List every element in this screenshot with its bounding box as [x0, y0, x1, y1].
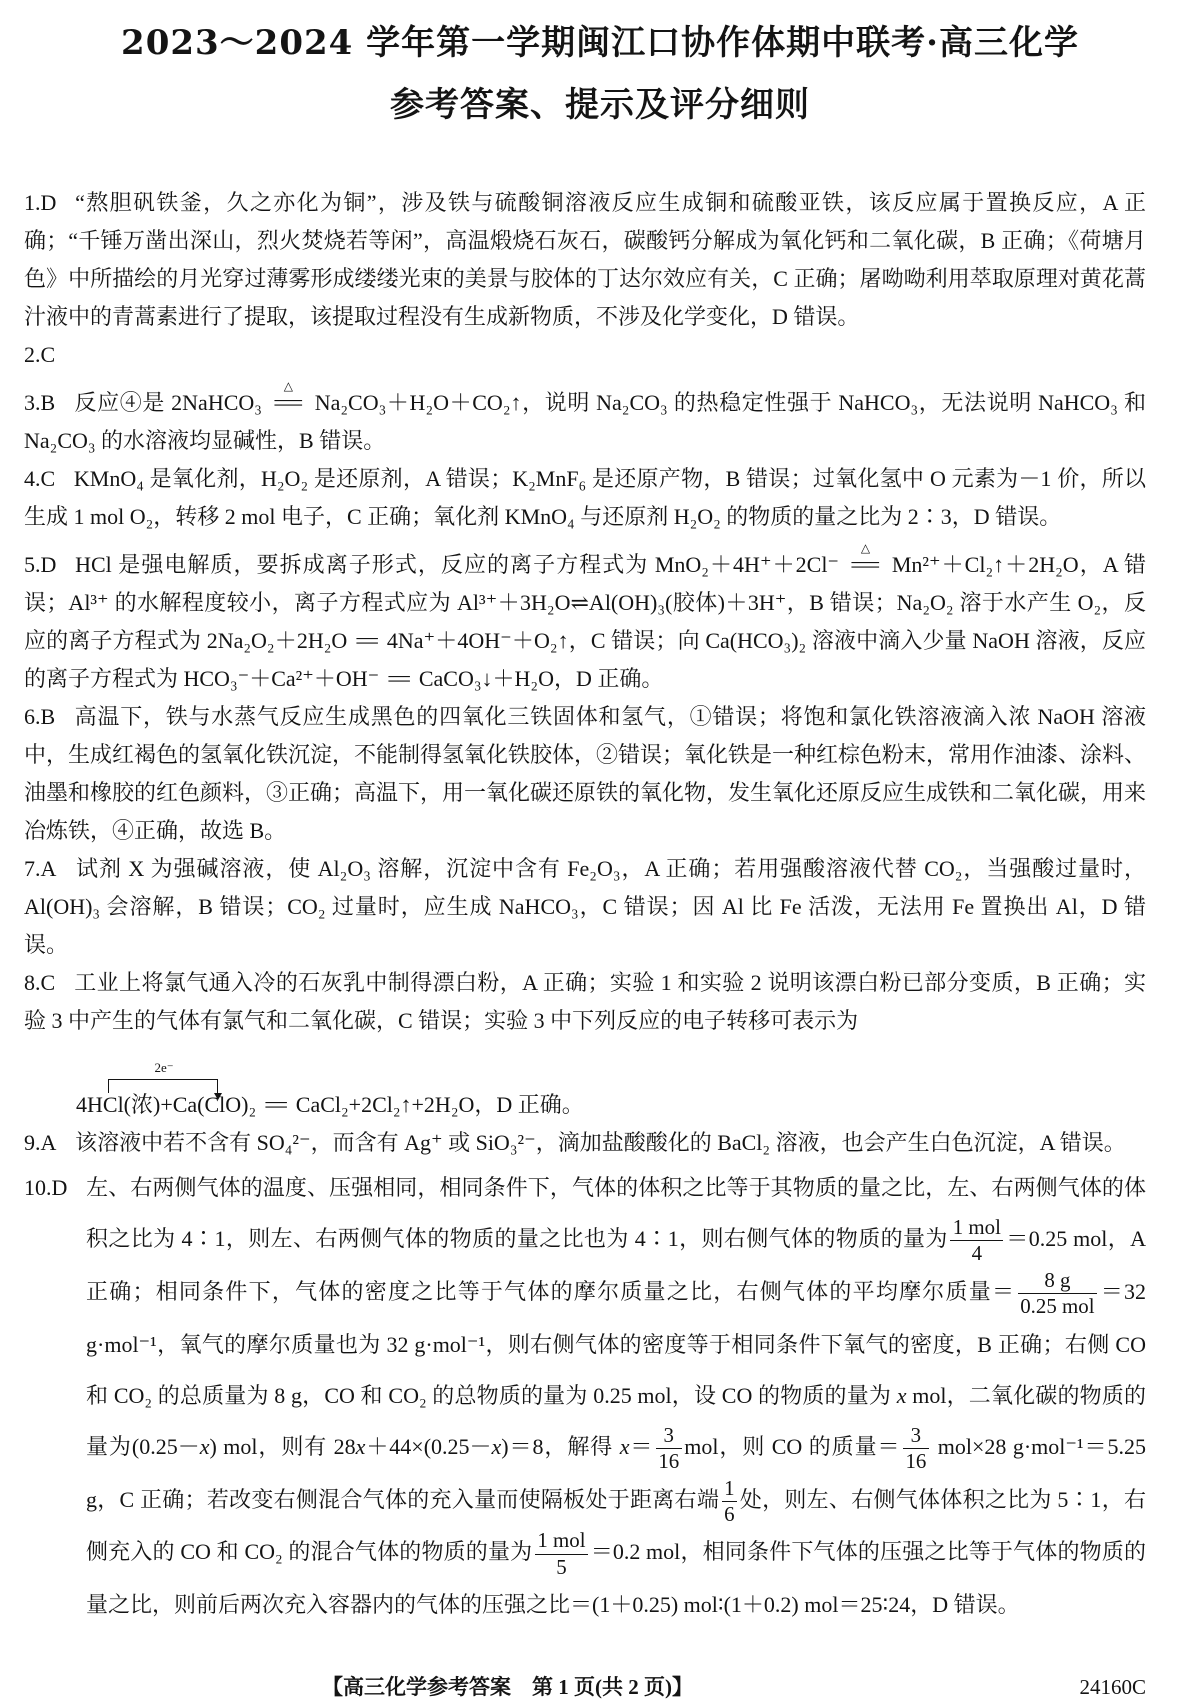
text-run: “熬胆矾铁釜，久之亦化为铜”，涉及铁与硫酸铜溶液反应生成铜和硫酸亚铁，该反应属于置换反应，A 正确；“千锤万凿出深山，烈火焚烧若等闲”，高温煅烧石灰石，碳酸钙分解成为氧化钙和二氧化碳，B 正确；《荷塘月色》中所描绘的月光穿过薄雾形成缕缕光束的美景与胶体的丁达尔效应有关，C 正确；屠呦呦利用萃取原理对黄花蒿汁液中的青蒿素进行了提取，该提取过程没有生成新物质，不涉及化学变化，D 错误。 [24, 190, 1146, 329]
fraction-denominator: 0.25 mol [1020, 1294, 1095, 1319]
answer-item [24, 184, 1146, 336]
answer-label: 10.D [24, 1175, 68, 1200]
text-run: CaCO₃↓＋H₂O，D 正确。 [418, 666, 664, 691]
text-run: mol，则 CO 的质量＝ [684, 1433, 901, 1459]
text-run: mol，二氧化碳的物质的量为(0.25－ [86, 1382, 1146, 1459]
text-run: KMnO₄ 是氧化剂，H₂O₂ 是还原剂，A 错误；K₂MnF₆ 是还原产物，B 错误；过氧化氢中 O 元素为－1 价，所以生成 1 mol O₂，转移 2 mol 电子，C 正确；氧化剂 KMnO₄ 与还原剂 H₂O₂ 的物质的量之比为 2∶3，D 错误。 [24, 466, 1146, 529]
footer-document-code: 24160C [1079, 1675, 1146, 1699]
electron-transfer-bracket [108, 1079, 217, 1093]
equals-bar: = [386, 666, 413, 691]
equals-bar: = [271, 390, 306, 415]
answer-item [24, 536, 1146, 698]
fraction [656, 1424, 682, 1474]
text-run: ＋44×(0.25－ [365, 1433, 492, 1459]
heating-condition-triangle: △ [283, 379, 293, 393]
answer-item [24, 336, 1146, 374]
fraction-numerator: 3 [656, 1424, 682, 1449]
fraction-numerator: 8 g [1018, 1269, 1097, 1294]
fraction-denominator: 16 [658, 1449, 680, 1474]
document-title: 2023～2024 学年第一学期闽江口协作体期中联考·高三化学 [121, 23, 1079, 63]
fraction-numerator: 1 mol [950, 1216, 1003, 1241]
reaction-equals-sign [263, 379, 314, 415]
electron-transfer-text: Cl(浓)+Ca(Cl [102, 1092, 226, 1117]
fraction-numerator: 1 [722, 1477, 737, 1502]
reaction-equals-sign [380, 668, 417, 690]
text-run: ＝ [629, 1433, 654, 1459]
text-run: 4H [76, 1092, 103, 1117]
variable-x: x [491, 1433, 502, 1459]
answer-label: 8.C [24, 970, 56, 995]
footer-page-label: 【高三化学参考答案 第 1 页(共 2 页)】 [322, 1675, 693, 1699]
fraction-denominator: 16 [905, 1449, 927, 1474]
answer-label: 2.C [24, 342, 56, 367]
text-run: 该溶液中若不含有 SO₄²⁻，而含有 Ag⁺ 或 SiO₃²⁻，滴加盐酸酸化的 BaCl₂ 溶液，也会产生白色沉淀，A 错误。 [75, 1130, 1126, 1155]
text-run: HCl 是强电解质，要拆成离子形式，反应的离子方程式为 MnO₂＋4H⁺＋2Cl⁻ [75, 552, 840, 577]
fraction [950, 1216, 1003, 1266]
equals-bar: = [262, 1092, 290, 1117]
answer-item [24, 964, 1146, 1040]
answer-label: 5.D [24, 552, 57, 577]
fraction [535, 1529, 588, 1579]
text-run: 试剂 X 为强碱溶液，使 Al₂O₃ 溶解，沉淀中含有 Fe₂O₃，A 正确；若用强酸溶液代替 CO₂，当强酸过量时，Al(OH)₃ 会溶解，B 错误；CO₂ 过量时，应生成 NaHCO₃，C 错误；因 Al 比 Fe 活泼，无法用 Fe 置换出 Al，D 错误。 [24, 856, 1146, 957]
text-run: CaCl₂+2Cl₂↑+2H₂O，D 正确。 [295, 1092, 584, 1117]
text-run: O)₂ [225, 1092, 257, 1117]
text-run: 工业上将氯气通入冷的石灰乳中制得漂白粉，A 正确；实验 1 和实验 2 说明该漂白粉已部分变质，B 正确；实验 3 中产生的气体有氯气和二氧化碳，C 错误；实验 3 中下列反应的电子转移可表示为 [24, 970, 1146, 1033]
fraction-denominator: 6 [724, 1502, 735, 1527]
answer-item [24, 374, 1146, 460]
electron-transfer-label: 2e⁻ [154, 1060, 174, 1075]
reaction-equals-sign [257, 1094, 294, 1116]
variable-x: x [355, 1433, 366, 1459]
text-run: Mn²⁺＋Cl₂↑＋2H₂O，A 错误；Al³⁺ 的水解程度较小，离子方程式应为 Al³⁺＋3H₂O⇌Al(OH)₃(胶体)＋3H⁺，B 错误；Na₂O₂ 溶于水产生 O₂，反应的离子方程式为 2Na₂O₂＋2H₂O [24, 552, 1146, 653]
electron-transfer-span [102, 1060, 226, 1117]
text-run: ＝0.2 mol，相同条件下气体的压强之比等于气体的物质的量之比，则前后两次充入容器内的气体的压强之比＝(1＋0.25) mol∶(1＋0.2) mol＝25∶24，D 错误。 [86, 1539, 1146, 1618]
equation-line [24, 1060, 1146, 1124]
fraction-numerator: 1 mol [535, 1529, 588, 1554]
fraction-denominator: 4 [971, 1241, 983, 1266]
variable-x: x [199, 1433, 210, 1459]
text-run: )＝8，解得 [501, 1433, 620, 1459]
text-run: mol×28 g·mol⁻¹＝5.25 g，C 正确；若改变右侧混合气体的充入量而使隔板处于距离右端 [86, 1433, 1146, 1512]
text-run: 左、右两侧气体的温度、压强相同，相同条件下，气体的体积之比等于其物质的量之比，左、右两侧气体的体积之比为 4∶1，则左、右两侧气体的物质的量之比也为 4∶1，则右侧气体的物质的量为 [86, 1175, 1146, 1251]
fraction [903, 1424, 929, 1474]
fraction-denominator: 5 [556, 1554, 567, 1579]
text-run: ＝32 g·mol⁻¹，氧气的摩尔质量也为 32 g·mol⁻¹，则右侧气体的密度等于相同条件下氧气的密度，B 正确；右侧 CO 和 CO₂ 的总质量为 8 g，CO 和 CO₂ 的总物质的量为 0.25 mol，设 CO 的物质的量为 [86, 1278, 1146, 1408]
answer-item [24, 1124, 1146, 1162]
text-run: 高温下，铁与水蒸气反应生成黑色的四氧化三铁固体和氢气，①错误；将饱和氯化铁溶液滴入浓 NaOH 溶液中，生成红褐色的氢氧化铁沉淀，不能制得氢氧化铁胶体，②错误；氧化铁是一种红棕色粉末，常用作油漆、涂料、油墨和橡胶的红色颜料，③正确；高温下，用一氧化碳还原铁的氧化物，发生氧化还原反应生成铁和二氧化碳，用来冶炼铁，④正确，故选 B。 [24, 704, 1147, 843]
text-run: ＝0.25 mol，A 正确；相同条件下，气体的密度之比等于气体的摩尔质量之比，右侧气体的平均摩尔质量＝ [86, 1226, 1146, 1304]
text-run: 反应④是 2NaHCO₃ [73, 390, 262, 415]
answer-item [24, 1162, 1146, 1630]
answer-label: 4.C [24, 466, 56, 491]
text-run: Na₂CO₃＋H₂O＋CO₂↑，说明 Na₂CO₃ 的热稳定性强于 NaHCO₃，无法说明 NaHCO₃ 和 Na₂CO₃ 的水溶液均显碱性，B 错误。 [24, 390, 1146, 453]
heating-condition-triangle: △ [860, 541, 871, 555]
text-run: 4Na⁺＋4OH⁻＋O₂↑，C 错误；向 Ca(HCO₃)₂ 溶液中滴入少量 NaOH 溶液，反应的离子方程式为 HCO₃⁻＋Ca²⁺＋OH⁻ [24, 628, 1146, 691]
fraction [1018, 1269, 1097, 1319]
variable-x: x [619, 1433, 630, 1459]
text-run: 处，则左、右侧气体体积之比为 5∶1，右侧充入的 CO 和 CO₂ 的混合气体的物质的量为 [86, 1486, 1146, 1565]
equals-bar: = [354, 628, 381, 653]
answer-item [24, 460, 1146, 536]
document-subtitle: 参考答案、提示及评分细则 [390, 85, 810, 125]
variable-x: x [896, 1382, 907, 1408]
fraction [722, 1477, 737, 1527]
answer-list [24, 184, 1146, 1630]
reaction-equals-sign [840, 541, 891, 577]
text-run: ) mol，则有 28 [209, 1433, 356, 1459]
answer-label: 7.A [24, 856, 57, 881]
answer-label: 6.B [24, 704, 56, 729]
answer-label: 1.D [24, 190, 57, 215]
reaction-equals-sign [348, 630, 385, 652]
fraction-numerator: 3 [903, 1424, 929, 1449]
answer-label: 3.B [24, 390, 56, 415]
answer-item [24, 698, 1146, 850]
answer-item [24, 850, 1146, 964]
answer-label: 9.A [24, 1130, 57, 1155]
equals-bar: = [848, 552, 883, 577]
